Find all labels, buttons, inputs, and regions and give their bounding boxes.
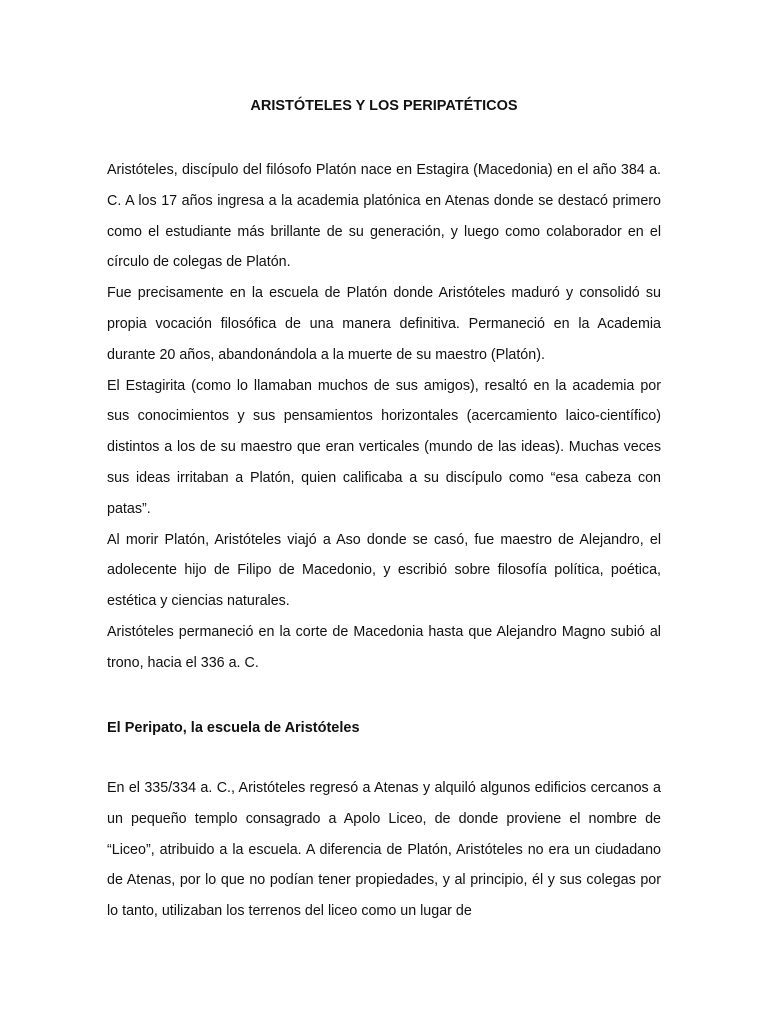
paragraph: Aristóteles permaneció en la corte de Macedonia hasta que Alejandro Magno subió al trono, hacia el 336 a. C. — [107, 623, 661, 671]
paragraph: Fue precisamente en la escuela de Platón donde Aristóteles maduró y consolidó su propia vocación filosófica de una manera definitiva. Permaneció en la Academia durante 20 años, abandonándola a la muerte de su maestro (Platón). — [107, 285, 661, 363]
paragraph: Aristóteles, discípulo del filósofo Platón nace en Estagira (Macedonia) en el año 384 a. C. A los 17 años ingresa a la academia platónica en Atenas donde se destacó primero como el estudiante más brillante de su generación, y luego como colaborador en el círculo de colegas de Platón. — [107, 162, 661, 271]
paragraph: El Estagirita (como lo llamaban muchos de sus amigos), resaltó en la academia por sus conocimientos y sus pensamientos horizontales (acercamiento laico-científico) distintos a los de su maestro que eran verticales (mundo de las ideas). Muchas veces sus ideas irritaban a Platón, quien calificaba a su discípulo como “esa cabeza con patas”. — [107, 377, 661, 517]
section-2-body — [107, 773, 661, 927]
document-title: ARISTÓTELES Y LOS PERIPATÉTICOS — [250, 98, 518, 114]
paragraph: En el 335/334 a. C., Aristóteles regresó a Atenas y alquiló algunos edificios cercanos a un pequeño templo consagrado a Apolo Liceo, de donde proviene el nombre de “Liceo”, atribuido a la escuela. A diferencia de Platón, Aristóteles no era un ciudadano de Atenas, por lo que no podían tener propiedades, y al principio, él y sus colegas por lo tanto, utilizaban los terrenos del liceo como un lugar de — [107, 780, 661, 920]
paragraph: Al morir Platón, Aristóteles viajó a Aso donde se casó, fue maestro de Alejandro, el adolecente hijo de Filipo de Macedonio, y escribió sobre filosofía política, poética, estética y ciencias naturales. — [107, 531, 661, 610]
section-subtitle: El Peripato, la escuela de Aristóteles — [107, 720, 360, 736]
section-1-body — [107, 155, 661, 679]
